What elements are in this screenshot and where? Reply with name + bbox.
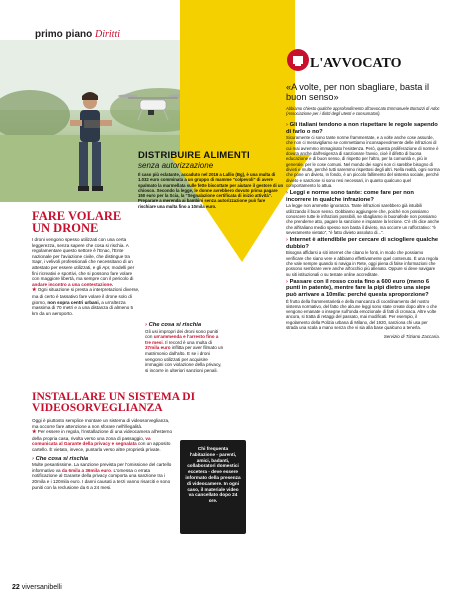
qa-item: [286, 237, 440, 277]
video-p2-end: con un apposito cartello. È vietato, invece, puntarla verso altre proprietà private.: [32, 441, 171, 452]
food-box-title: DISTRIBUIRE ALIMENTI: [138, 150, 250, 161]
chevron-right-icon: ›: [286, 278, 288, 285]
avvocato-qa: [286, 122, 440, 339]
drone-risk-text-b: un'ammenda e l'arresto fino a tre mesi: [145, 334, 219, 345]
food-box: [138, 150, 284, 209]
qa-answer: Bisogna affidarsi a siti internet che citano le fonti, in modo che possiamo verificare che siano vere e abbiamo effettivamente quel contenuto. È una regola che vale sempre quando si naviga in Rete, oggi piena di false informazioni che possono sembrare vere anche all'occhio più allenato. Oppure si deve navigare su siti istituzionali o su testate online accreditate.: [286, 250, 439, 277]
avvocato-title: L'AVVOCATO: [310, 56, 402, 71]
drone-p2-bold: non sopra centri urbani,: [47, 299, 100, 305]
drone-p1-bold: andare incontro a una contestazione.: [32, 281, 114, 287]
drone-risk-box: [145, 322, 225, 373]
chevron-right-icon: ›: [32, 455, 34, 462]
qa-item: [286, 279, 440, 331]
food-box-subtitle: senza autorizzazione: [138, 161, 214, 170]
page-footer: [12, 584, 62, 591]
video-article: [32, 392, 232, 418]
chevron-right-icon: ›: [286, 190, 288, 197]
drone-article: [32, 210, 140, 316]
video-p1: Oggi è piuttosto semplice montare un sistema di videosorveglianza, ma occorre fare attenzione a non sforare nell'illegalità.: [32, 418, 170, 429]
chevron-right-icon: ›: [286, 237, 288, 244]
video-risk-title: Che cosa si rischia: [35, 455, 89, 462]
drone-risk-text-d: 37mila euro: [145, 345, 171, 351]
video-article-title: INSTALLARE UN SISTEMA DI VIDEOSORVEGLIANZA: [32, 391, 196, 414]
star-icon: ★: [32, 287, 37, 294]
qa-answer: Sicuramente ci sono tante norme frammentate, e a volte anche cose assurde, che non ci meravigliamo se commettiamo inconsapevolmente delle infrazioni di cui mai avremmo immaginato l'esistenza. Però, questa proliferazione di norme è dovuta anche dall'esigenza di sanzionare l'avvio, cioè il difetto di buona educazione e di buon senso, di rispetto per l'altro, per la comunità e, più in generale, per le cose comuni. Nel mondo dei sogni non ci sarebbe bisogno di divieti e multe, perché tutti saremmo rispettosi degli altri. Nella realtà, ogni norma che pone un divieto, in fondo, è un piccolo fallimento del sistema sociale, perché divieto e sanzione si sono resi necessari, in quanto qualcuno quel comportamento lo attua.: [286, 135, 440, 188]
privacy-note-box: [180, 440, 246, 534]
qa-answer: È frutto della frammentarietà e della mancanza di coordinamento del nostro sistema normativo, del fatto che alcune leggi sono state create dopo altre o che vengono emanate o insegne sull'onda emozionale di fatti di cronaca. Altre volte ancora, si tratta di retaggi del passato, mai modificati. Per esempio, il regolamento della Polizia urbana di Milano, del 1920, sanziona chi usa per strada una scala a mano senza che vi sia alla base qualcuno a tenerla.: [286, 298, 437, 331]
qa-answer: La legge non ammette ignoranza. Tante infrazioni sarebbero già intuibili utilizzando il buon senso. Dobbiamo aggiungere che, poiché non possiamo conoscere tutte le infrazioni possibili, se sbagliamo in buonafede non possiamo che prenderne atto, pagare la sanzione e imparare la lezione. C'è chi dice anche che all'italiano medio spesso non basta il divieto, ma occorre un rafforzativo: "è severamente vietato", "è fatto divieto assoluto di...".: [286, 203, 440, 235]
qa-item: [286, 190, 440, 235]
drone-p2: Ogni situazione si presta a interpretazioni diverse, ma di certo è tassativo fare volare il drone solo di giorno,: [32, 287, 140, 305]
chevron-right-icon: ›: [286, 122, 288, 128]
drone-p2-end: a un'altezza massima di 70 metri e a una distanza di almeno 5 km da un aeroporto.: [32, 299, 134, 316]
qa-question: Gli italiani tendono a non rispettare le regole sapendo di farlo o no?: [286, 122, 438, 135]
privacy-note-text: Chi frequenta l'abitazione - parenti, amici, badanti, collaboratori domestici eccetera - deve essere informato della presenza di videocamere. In ogni caso, il materiale video va cancellato dopo 24 ore.: [185, 446, 241, 504]
star-icon: ★: [32, 429, 37, 436]
avvocato-headline: «A volte, per non sbagliare, basta il buon senso»: [286, 82, 430, 102]
video-p2-bold: va comunicata al Garante della privacy e segnalata: [32, 435, 151, 447]
drone-risk-text-a: Gli usi impropri dei droni sono puniti con: [145, 328, 219, 340]
video-risk-text-c: . L'omessa o errata notificazione al Garante della privacy comporta una sanzione tra i 20mila e i 120mila euro. I danni causati a terzi vanno risarciti e sono puniti con la reclusione da 6 a 24 mesi.: [32, 467, 171, 490]
chevron-right-icon: ›: [145, 322, 147, 328]
qa-item: [286, 122, 440, 188]
credit: Servizio di Tiziano Zaccaria.: [383, 334, 440, 340]
page-number: 22: [12, 584, 20, 591]
video-risk-text-a: Multe pesantissime. La sanzione prevista per l'omissione del cartello informativo va: [32, 462, 172, 473]
avvocato-badge-icon: [286, 48, 310, 72]
avvocato-logo: [286, 48, 310, 77]
video-risk-text: [32, 462, 174, 490]
video-p2: Per essere in regola, l'installazione di una videocamera all'esterno della propria casa, rivolta verso una zona di passaggio,: [32, 429, 173, 441]
section-header: [35, 29, 120, 40]
drone-risk-title: Che cosa si rischia: [148, 322, 202, 328]
food-box-text: Il caso più eclatante, accaduto nel 2016 a Lallio (Bg), è una multa di 1.032 euro comminata a un gruppo di mamme "colpevoli" di avere spalmato la marmellata sulle fette biscottate per aiutare il gestore di un chiosco. Secondo la legge, le donne avrebbero dovuto prima pagare 150 euro per la Scia, la "Segnalazione certificata di inizio attività". Preparare a merenda ai bambini senza autorizzazione può fare rischiare una multa fino a 10mila euro.: [138, 172, 284, 209]
qa-question: Passare con il rosso costa fino a 600 euro (meno 6 punti in patente), mentre fare la pipì dietro una siepe può arrivare a 10mila: perché questa sproporzione?: [286, 278, 431, 298]
section-label: primo piano: [35, 29, 93, 40]
video-p2-wrap: [32, 429, 174, 452]
video-risk-text-b: da 6mila a 36mila euro: [61, 467, 111, 473]
drone-risk-text-c: . Il record è una multa di: [162, 339, 212, 345]
drone-risk-text-e: inflitta per aver filmato un matrimonio dall'alto. E se i droni vengono utilizzati per acquisire immagini con violazione della privacy, si incorre in ulteriori sanzioni penali.: [145, 345, 224, 373]
drone-p1: I droni vengono spesso utilizzati con una certa leggerezza, senza sapere che cosa si rischia. A regolamentare questo settore è l'Enac, l'Ente nazionale per l'aviazione civile, che distingue tra Sapr, i velivoli professionali che necessitano di un attestato per essere utilizzati, e gli Apr, modelli per fini ricreativi e sportivi, che si possono fare volare con maggiore libertà, ma sempre con il pericolo di: [32, 237, 135, 282]
video-article-body: [32, 418, 174, 490]
magazine-name: viversanibelli: [21, 584, 62, 591]
section-accent: Diritti: [95, 29, 121, 40]
drone-article-body: [32, 237, 140, 316]
drone-article-title: FARE VOLARE UN DRONE: [32, 209, 122, 235]
qa-question: Leggi e norme sono tante: come fare per non incorrere in qualche infrazione?: [286, 190, 414, 203]
qa-question: Internet è attendibile per cercare di sciogliere qualche dubbio?: [286, 237, 439, 250]
drone-risk-text: [145, 329, 225, 374]
avvocato-intro: Abbiamo chiesto qualche approfondimento all'avvocato Emmanuele Bortuzzi di Adoc (Associazione per i diritti degli utenti e consumatori).: [286, 106, 440, 116]
